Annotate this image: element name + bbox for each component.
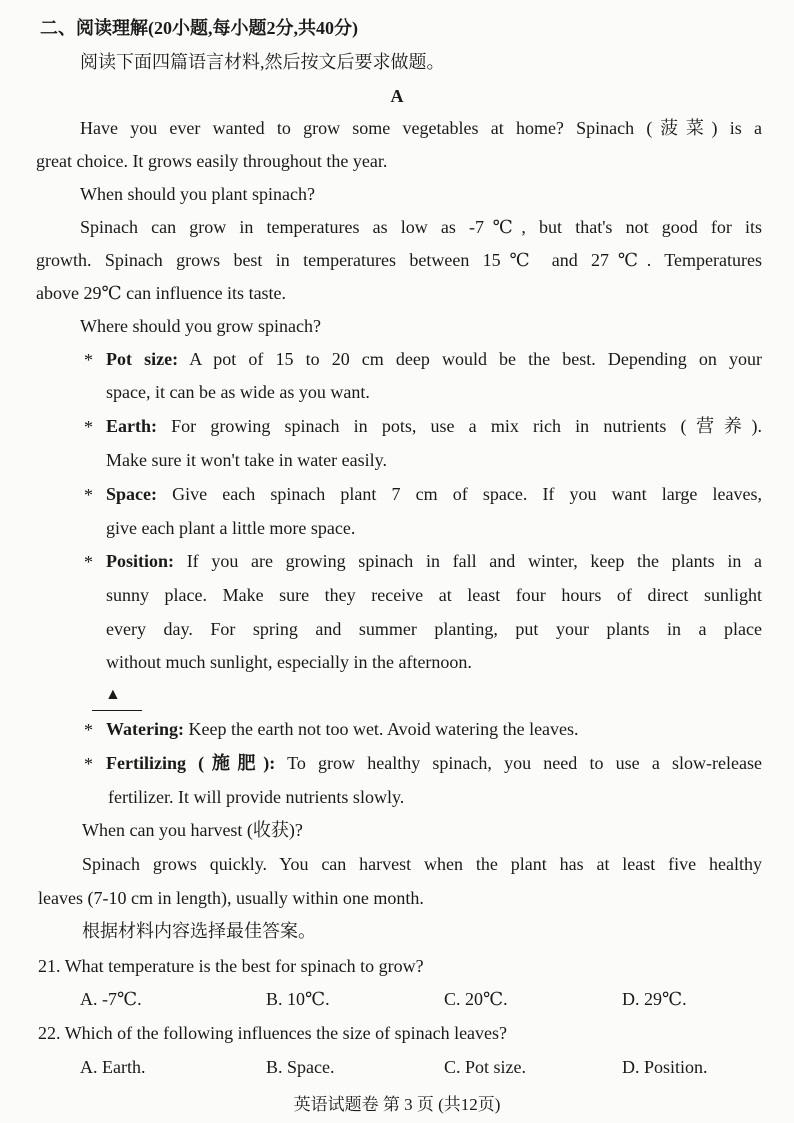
option-22-b: B. Space. (266, 1057, 335, 1077)
bullet-fertilizing (106, 751, 762, 775)
bullet-term: Space: (106, 484, 157, 504)
bullet-text: fertilizer. It will provide nutrients slowly. (108, 787, 405, 807)
bullet-star: * (84, 552, 93, 572)
bullet-star: * (84, 754, 93, 774)
bullet-text: For growing spinach in pots, use a mix rich in nutrients (营养). (171, 416, 762, 436)
bullet-text: A pot of 15 to 20 cm deep would be the best. Depending on your (189, 349, 762, 369)
section-heading: 二、阅读理解(20小题,每小题2分,共40分) (40, 18, 358, 38)
bullet-text: Keep the earth not too wet. Avoid watering the leaves. (188, 719, 579, 739)
bullet-text: give each plant a little more space. (106, 518, 356, 538)
option-22-d: D. Position. (622, 1057, 708, 1077)
option-21-c: C. 20℃. (444, 989, 508, 1009)
intro-line-1: Have you ever wanted to grow some vegetables at home? Spinach (菠菜) is a (80, 118, 762, 138)
option-22-a: A. Earth. (80, 1057, 146, 1077)
bullet-text: If you are growing spinach in fall and winter, keep the plants in a (186, 551, 762, 571)
subheading-where: Where should you grow spinach? (80, 316, 321, 336)
temp-line-1: Spinach can grow in temperatures as low as -7℃, but that's not good for its (80, 217, 762, 237)
bullet-watering (106, 717, 579, 741)
bullet-term: Watering: (106, 719, 184, 739)
temp-line-3: above 29℃ can influence its taste. (36, 283, 287, 303)
option-22-c: C. Pot size. (444, 1057, 527, 1077)
section-instruction: 阅读下面四篇语言材料,然后按文后要求做题。 (80, 52, 445, 72)
subheading-when-plant: When should you plant spinach? (80, 184, 315, 204)
bullet-text: sunny place. Make sure they receive at least four hours of direct sunlight (106, 585, 762, 605)
harvest-line-1: Spinach grows quickly. You can harvest when the plant has at least five healthy (82, 854, 762, 874)
bullet-pot-size (106, 347, 762, 371)
option-21-b: B. 10℃. (266, 989, 330, 1009)
subheading-harvest: When can you harvest (收获)? (82, 820, 303, 840)
question-text: Which of the following influences the size of spinach leaves? (64, 1023, 508, 1043)
question-number: 22. (38, 1023, 61, 1043)
bullet-star: * (84, 720, 93, 740)
bullet-star: * (84, 350, 93, 370)
bullet-term: Position: (106, 551, 175, 571)
bullet-earth (106, 414, 762, 438)
temp-line-2: growth. Spinach grows best in temperatures between 15℃ and 27℃. Temperatures (36, 250, 762, 270)
bullet-position (106, 549, 762, 573)
passage-letter: A (390, 86, 404, 106)
page-footer: 英语试题卷 第 3 页 (共12页) (293, 1095, 501, 1114)
bullet-text: Give each spinach plant 7 cm of space. If you want large leaves, (172, 484, 762, 504)
bullet-term: Pot size: (106, 349, 179, 369)
bullet-text: To grow healthy spinach, you need to use a slow-release (287, 753, 762, 773)
bullet-text: space, it can be as wide as you want. (106, 382, 370, 402)
question-text: What temperature is the best for spinach to grow? (64, 956, 424, 976)
triangle-mark: ▲ (105, 686, 121, 703)
answer-blank (92, 686, 142, 711)
bullet-star: * (84, 417, 93, 437)
bullet-term: Fertilizing (施肥): (106, 753, 276, 773)
task-instruction: 根据材料内容选择最佳答案。 (82, 921, 316, 941)
bullet-star: * (84, 485, 93, 505)
harvest-line-2: leaves (7-10 cm in length), usually within one month. (38, 888, 424, 908)
intro-line-2: great choice. It grows easily throughout the year. (36, 151, 388, 171)
bullet-term: Earth: (106, 416, 157, 436)
option-21-a: A. -7℃. (80, 989, 142, 1009)
option-21-d: D. 29℃. (622, 989, 687, 1009)
question-21 (38, 954, 424, 978)
bullet-text: every day. For spring and summer planting, put your plants in a place (106, 619, 762, 639)
question-22 (38, 1021, 507, 1045)
bullet-text: Make sure it won't take in water easily. (106, 450, 387, 470)
bullet-space (106, 482, 762, 506)
bullet-text: without much sunlight, especially in the afternoon. (106, 652, 472, 672)
question-number: 21. (38, 956, 61, 976)
